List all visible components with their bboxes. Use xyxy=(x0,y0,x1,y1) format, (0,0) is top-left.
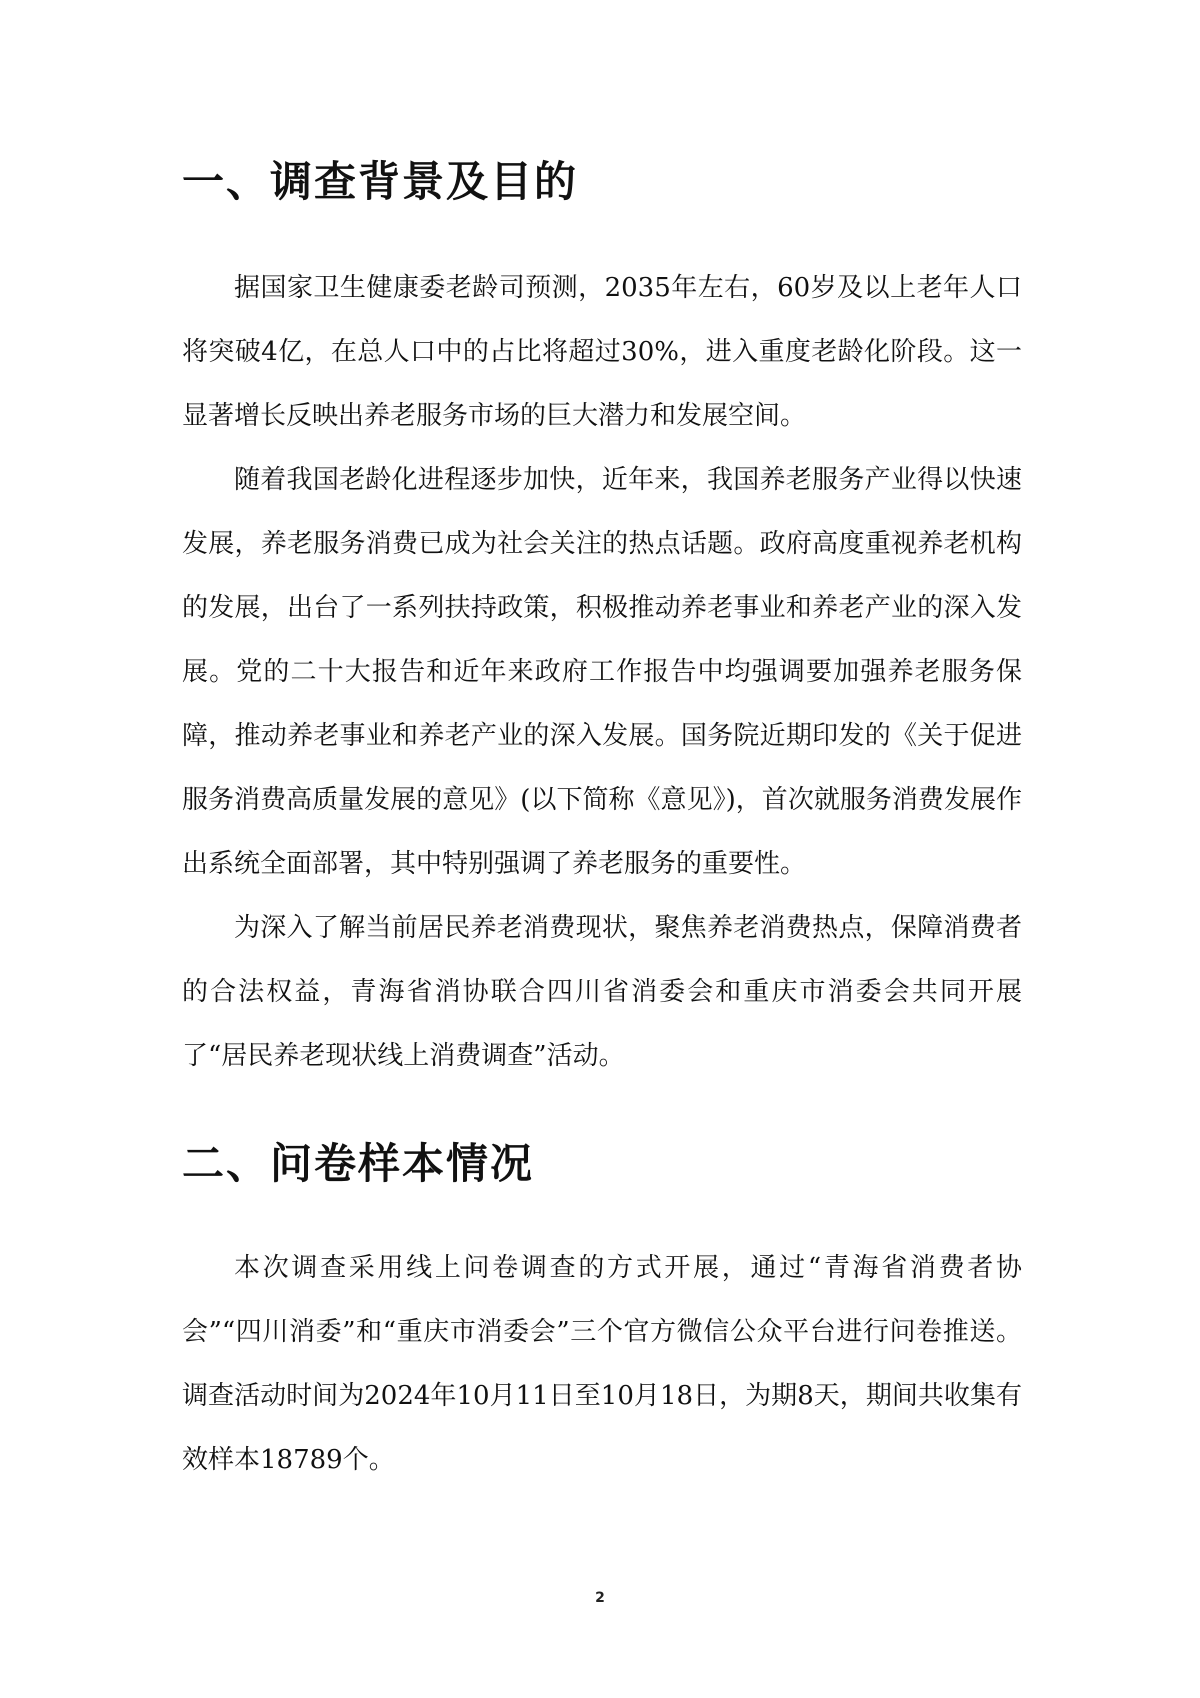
paragraph-survey-method: 本次调查采用线上问卷调查的方式开展，通过“青海省消费者协会”“四川消委”和“重庆市消委会”三个官方微信公众平台进行问卷推送。调查活动时间为2024年10月11日至10月18日，为期8天，期间共收集有效样本18789个。 xyxy=(182,1253,1022,1475)
section-heading-questionnaire-sample: 二、问卷样本情况 xyxy=(182,1139,535,1188)
section-body-questionnaire-sample xyxy=(182,1236,1022,1492)
paragraph-aging-forecast: 据国家卫生健康委老龄司预测，2035年左右，60岁及以上老年人口将突破4亿，在总人口中的占比将超过30%，进入重度老龄化阶段。这一显著增长反映出养老服务市场的巨大潜力和发展空间。 xyxy=(182,273,1022,431)
section-body-survey-background xyxy=(182,256,1022,1088)
paragraph-elderly-care-policy: 随着我国老龄化进程逐步加快，近年来，我国养老服务产业得以快速发展，养老服务消费已成为社会关注的热点话题。政府高度重视养老机构的发展，出台了一系列扶持政策，积极推动养老事业和养老产业的深入发展。党的二十大报告和近年来政府工作报告中均强调要加强养老服务保障，推动养老事业和养老产业的深入发展。国务院近期印发的《关于促进服务消费高质量发展的意见》(以下简称《意见》)，首次就服务消费发展作出系统全面部署，其中特别强调了养老服务的重要性。 xyxy=(182,465,1022,879)
page-content xyxy=(182,150,1022,1492)
section-heading-survey-background: 一、调查背景及目的 xyxy=(182,157,579,206)
paragraph-survey-purpose: 为深入了解当前居民养老消费现状，聚焦养老消费热点，保障消费者的合法权益，青海省消协联合四川省消委会和重庆市消委会共同开展了“居民养老现状线上消费调查”活动。 xyxy=(182,913,1022,1071)
page-number: 2 xyxy=(595,1590,605,1606)
